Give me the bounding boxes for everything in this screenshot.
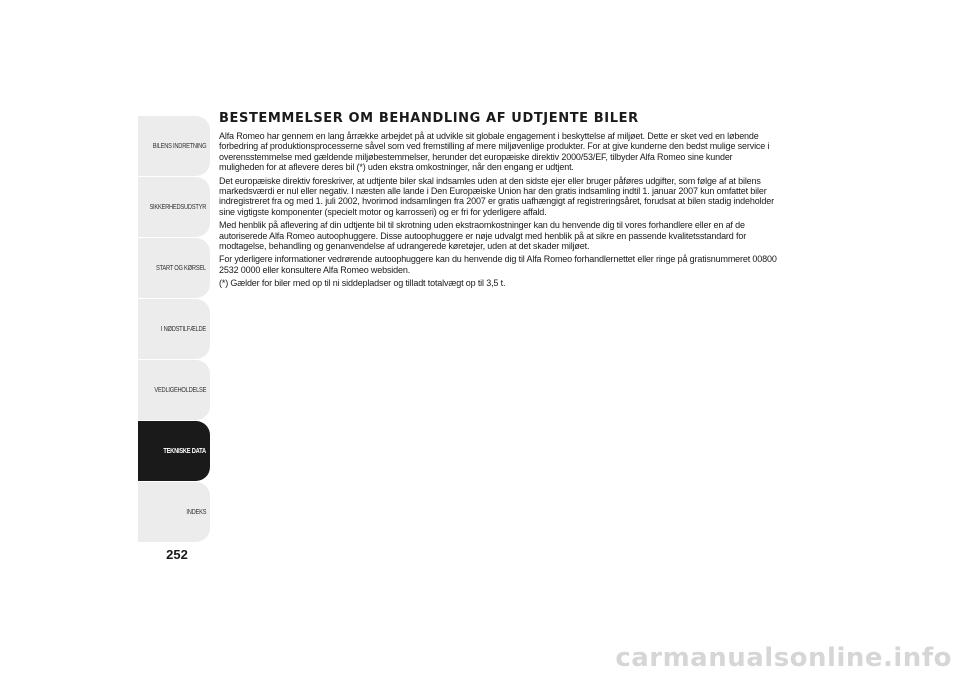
tab-i-nodstilfaelde[interactable] bbox=[138, 299, 210, 359]
tab-tekniske-data[interactable] bbox=[138, 421, 210, 481]
tab-label: TEKNISKE DATA bbox=[163, 447, 206, 455]
tab-label: START OG KØRSEL bbox=[156, 264, 206, 272]
paragraph-delivery: Med henblik på aflevering af din udtjente bil til skrotning uden ekstraomkostninger kan du henvende dig til vores forhandlere eller en af de autoriserede Alfa Romeo autoophuggere. Disse autoophuggere er nøje udvalgt med henblik på at sikre en passende kvalitetsstandard for modtagelse, behandling og genanvendelse af udrangerede køretøjer, uden at det skader miljøet. bbox=[219, 220, 747, 252]
main-content bbox=[219, 111, 779, 292]
tab-sikkerhedsudstyr[interactable] bbox=[138, 177, 210, 237]
tab-label: INDEKS bbox=[186, 508, 206, 516]
tab-bilens-indretning[interactable] bbox=[138, 116, 210, 176]
tab-start-og-korsel[interactable] bbox=[138, 238, 210, 298]
tab-indeks[interactable] bbox=[138, 482, 210, 542]
page-number: 252 bbox=[166, 547, 188, 562]
tab-label: SIKKERHEDSUDSTYR bbox=[149, 203, 206, 211]
tab-vedligeholdelse[interactable] bbox=[138, 360, 210, 420]
paragraph-directive: Det europæiske direktiv foreskriver, at udtjente biler skal indsamles uden at den sidste ejer eller bruger påføres udgifter, som følge af at bilens markedsværdi er nul eller negativ. I næsten alle lande i Den Europæiske Union har den gratis indsamling indtil 1. januar 2007 kun omfattet biler indregistreret fra og med 1. juli 2002, hvorimod indsamlingen fra 2007 er gratis uafhængigt af registreringsåret, forudsat at bilen stadig indeholder sine vigtigste komponenter (specielt motor og karrosseri) og er fri for yderligere affald. bbox=[219, 175, 774, 217]
paragraph-info: For yderligere informationer vedrørende autoophuggere kan du henvende dig til Alfa Romeo forhandlernettet eller ringe på gratisnummeret 00800 2532 0000 eller konsultere Alfa Romeo websiden. bbox=[219, 254, 777, 275]
paragraph-footnote: (*) Gælder for biler med op til ni siddepladser og tilladt totalvægt op til 3,5 t. bbox=[219, 278, 506, 289]
tab-label: I NØDSTILFÆLDE bbox=[160, 325, 206, 333]
tab-label: VEDLIGEHOLDELSE bbox=[154, 386, 206, 394]
tab-label: BILENS INDRETNING bbox=[152, 142, 206, 150]
watermark: carmanualsonline.info bbox=[615, 643, 952, 673]
section-tabs bbox=[138, 116, 210, 544]
paragraph-intro: Alfa Romeo har gennem en lang årrække arbejdet på at udvikle sit globale engagement i beskyttelse af miljøet. Dette er sket ved en løbende forbedring af produktionsprocesserne såvel som ved fremstilling af mere miljøvenlige produkter. For at give kunderne den bedst mulige service i overensstemmelse med gældende miljøbestemmelser, herunder det europæiske direktiv 2000/53/EF, tilbyder Alfa Romeo sine kunder muligheden for at aflevere deres bil (*) uden ekstra omkostninger, når den engang er udtjent. bbox=[219, 131, 770, 173]
page-title: BESTEMMELSER OM BEHANDLING AF UDTJENTE BILER bbox=[219, 111, 639, 126]
